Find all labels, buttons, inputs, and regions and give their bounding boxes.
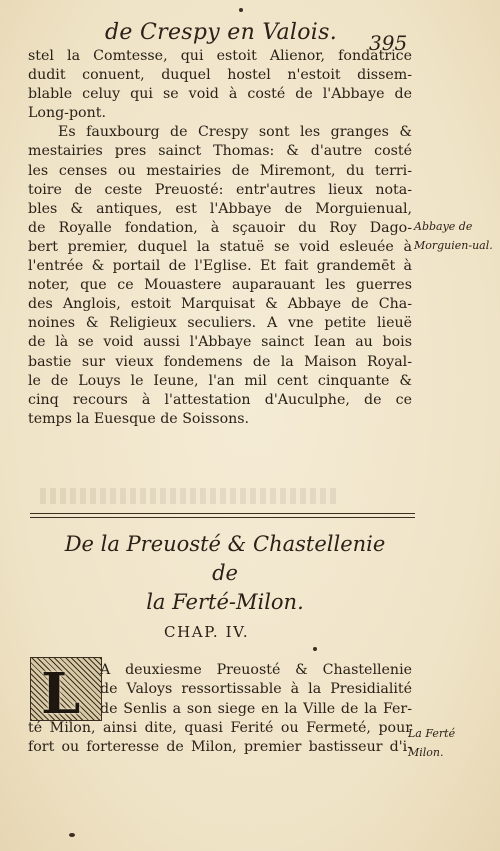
body-paragraphs	[28, 47, 412, 429]
margin-note: Abbaye de Morguien-ual.	[414, 220, 493, 252]
margin-note: La Ferté Milon.	[408, 727, 456, 759]
show-through-text	[40, 488, 340, 504]
text-line: cinq recours à l'attestation d'Auculphe, de ce	[28, 391, 412, 408]
running-head: de Crespy en Valois.	[105, 20, 338, 45]
dropcap-letter: L	[41, 661, 81, 727]
text-line: noines & Religieux seculiers. A vne petite lieuë	[28, 315, 412, 332]
text-line: l'entrée & portail de l'Eglise. Et fait grandemēt à	[28, 258, 412, 275]
text-line: A deuxiesme Preuosté & Chastellenie	[100, 662, 412, 678]
text-line: té Milon, ainsi dite, quasi Ferité ou Fermeté, pour	[28, 719, 412, 736]
text-line: dudit conuent, duquel hostel n'estoit dissem-	[28, 67, 412, 84]
text-line: noter, que ce Mouastere auparauant les guerres	[28, 277, 412, 294]
text-line: de là se void aussi l'Abbaye sainct Iean au bois	[28, 334, 412, 351]
text-line: Long-pont.	[28, 105, 106, 122]
text-line: stel la Comtesse, qui estoit Alienor, fondatrice	[28, 48, 412, 64]
text-line: blable celuy qui se void à costé de l'Abbaye de	[28, 86, 412, 103]
text-line: Es fauxbourg de Crespy sont les granges &	[58, 124, 412, 141]
ink-speck	[313, 647, 317, 651]
chapter-heading: CHAP. IV.	[164, 623, 250, 641]
text-line: mestairies pres sainct Thomas: & d'autre costé	[28, 143, 412, 160]
text-line: le de Louys le Ieune, l'an mil cent cinquante &	[28, 372, 412, 389]
text-line: fort ou forteresse de Milon, premier bastisseur d'i-	[28, 739, 412, 756]
text-line: bert premier, duquel la statuë se void esleuée à	[28, 238, 412, 255]
text-line: des Anglois, estoit Marquisat & Abbaye de Cha-	[28, 296, 412, 313]
page-number: 395	[369, 31, 408, 55]
divider-rule	[30, 517, 415, 518]
chapter-paragraph	[28, 661, 412, 757]
text-line: de Valoys ressortissable à la Presidialité	[100, 681, 412, 698]
section-title	[55, 530, 395, 617]
text-line: temps la Euesque de Soissons.	[28, 410, 250, 427]
section-title-line: De la Preuosté & Chastellenie de	[64, 532, 386, 585]
text-line: toire de ceste Preuosté: entr'autres lieux nota-	[28, 181, 412, 198]
divider-rule	[30, 513, 415, 514]
ink-speck	[69, 833, 75, 837]
text-line: les censes ou mestairies de Miremont, du terri-	[28, 162, 412, 179]
text-line: de Royalle fondation, à sçauoir du Roy Dago-	[28, 219, 412, 236]
section-title-line: la Ferté-Milon.	[146, 590, 304, 614]
text-line: bastie sur vieux fondemens de la Maison Royal-	[28, 353, 412, 370]
text-line: de Senlis a son siege en la Ville de la Fer-	[100, 700, 412, 717]
text-line: bles & antiques, est l'Abbaye de Morguienual,	[28, 200, 412, 217]
ink-speck	[239, 8, 243, 12]
